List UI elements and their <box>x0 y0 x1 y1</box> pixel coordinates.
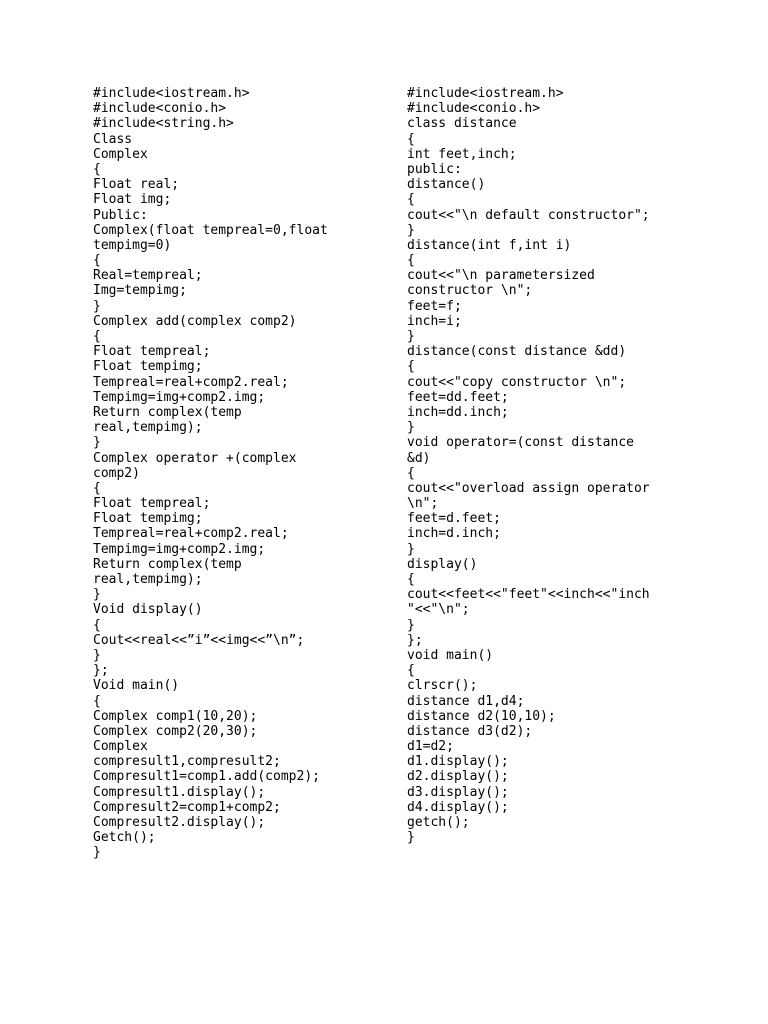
code-line: } <box>407 830 415 846</box>
code-line: #include<conio.h> <box>407 101 541 117</box>
code-line: distance d3(d2); <box>407 723 533 739</box>
code-line: distance() <box>407 177 486 193</box>
code-line: } <box>407 541 415 557</box>
code-line: cout<<"\n default constructor"; <box>407 207 650 223</box>
code-line: \n"; <box>407 496 439 512</box>
code-line: "<<"\n"; <box>407 602 470 618</box>
code-line: Float tempreal; <box>93 344 211 360</box>
code-line: constructor \n"; <box>407 283 533 299</box>
code-line: inch=d.inch; <box>407 526 501 542</box>
code-line: { <box>407 253 415 269</box>
code-line: comp2) <box>93 465 140 481</box>
code-line: { <box>93 693 101 709</box>
code-line: Complex <box>93 146 148 162</box>
code-line: real,tempimg); <box>93 572 203 587</box>
code-line: Cout<<real<<”i”<<img<<”\n”; <box>93 632 305 648</box>
code-line: feet=d.feet; <box>407 511 501 527</box>
code-line: }; <box>407 632 423 648</box>
code-line: Tempreal=real+comp2.real; <box>93 374 289 390</box>
code-line: Complex operator +(complex <box>93 450 297 466</box>
code-line: Float real; <box>93 177 180 193</box>
code-line: Compresult2=comp1+comp2; <box>93 799 281 815</box>
code-line: } <box>93 435 101 451</box>
code-line: Compresult2.display(); <box>93 815 266 830</box>
code-line: Complex <box>93 739 148 755</box>
code-line: compresult1,compresult2; <box>93 754 281 770</box>
code-line: void operator=(const distance <box>407 435 634 451</box>
code-line: feet=dd.feet; <box>407 389 509 405</box>
code-line: display() <box>407 556 478 572</box>
code-line: Float img; <box>93 192 172 208</box>
code-line: Img=tempimg; <box>93 283 187 299</box>
code-line: getch(); <box>407 815 470 830</box>
code-line: Tempimg=img+comp2.img; <box>93 389 266 405</box>
code-line: Tempimg=img+comp2.img; <box>93 541 266 557</box>
code-line: #include<iostream.h> <box>93 86 250 101</box>
code-line: cout<<"overload assign operator <box>407 480 650 496</box>
code-line: int feet,inch; <box>407 146 517 162</box>
code-line: }; <box>93 663 109 679</box>
code-line: clrscr(); <box>407 678 478 694</box>
code-line: inch=dd.inch; <box>407 404 509 420</box>
code-line: { <box>407 131 415 147</box>
code-line: public: <box>407 161 462 177</box>
code-line: distance d2(10,10); <box>407 708 556 724</box>
code-line: Getch(); <box>93 830 156 846</box>
code-line: { <box>93 617 101 633</box>
code-line: } <box>93 587 101 603</box>
code-line: } <box>407 420 415 436</box>
code-line: cout<<"\n parametersized <box>407 268 595 284</box>
complex-class-code-column <box>93 86 393 861</box>
code-line: feet=f; <box>407 298 462 314</box>
code-line: Class <box>93 131 133 147</box>
code-line: { <box>93 480 101 496</box>
code-line: { <box>407 465 415 481</box>
code-line: Complex comp2(20,30); <box>93 723 258 739</box>
code-line: d1=d2; <box>407 739 454 755</box>
code-line: #include<string.h> <box>93 116 234 132</box>
code-line: d1.display(); <box>407 754 509 770</box>
code-line: Compresult1=comp1.add(comp2); <box>93 769 320 785</box>
code-line: inch=i; <box>407 313 462 329</box>
code-line: } <box>93 845 101 861</box>
code-line: { <box>407 359 415 375</box>
code-line: distance(int f,int i) <box>407 237 572 253</box>
code-line: &d) <box>407 450 431 466</box>
code-line: Real=tempreal; <box>93 268 203 284</box>
code-line: { <box>93 329 101 344</box>
code-line: Tempreal=real+comp2.real; <box>93 526 289 542</box>
code-line: cout<<feet<<"feet"<<inch<<"inch <box>407 587 650 603</box>
code-line: Complex comp1(10,20); <box>93 708 258 724</box>
code-line: Float tempreal; <box>93 496 211 512</box>
code-line: Float tempimg; <box>93 359 203 375</box>
code-line: { <box>407 663 415 679</box>
code-line: } <box>407 329 415 344</box>
code-line: #include<iostream.h> <box>407 86 564 101</box>
code-line: Float tempimg; <box>93 511 203 527</box>
code-line: cout<<"copy constructor \n"; <box>407 374 627 390</box>
code-line: { <box>407 192 415 208</box>
code-line: void main() <box>407 647 494 663</box>
code-line: tempimg=0) <box>93 237 172 253</box>
code-line: } <box>93 298 101 314</box>
code-line: { <box>407 572 415 587</box>
code-line: Return complex(temp <box>93 556 242 572</box>
code-line: class distance <box>407 116 517 132</box>
code-line: Complex(float tempreal=0,float <box>93 222 328 238</box>
code-line: Complex add(complex comp2) <box>93 313 297 329</box>
code-line: d4.display(); <box>407 799 509 815</box>
code-line: } <box>407 617 415 633</box>
code-line: d3.display(); <box>407 784 509 800</box>
code-line: real,tempimg); <box>93 420 203 436</box>
code-line: { <box>93 253 101 269</box>
code-line: { <box>93 161 101 177</box>
code-line: distance(const distance &dd) <box>407 344 627 360</box>
code-line: Compresult1.display(); <box>93 784 266 800</box>
code-line: Void main() <box>93 678 180 694</box>
code-line: distance d1,d4; <box>407 693 525 709</box>
code-line: } <box>407 222 415 238</box>
code-line: d2.display(); <box>407 769 509 785</box>
code-line: Public: <box>93 207 148 223</box>
code-line: } <box>93 647 101 663</box>
distance-class-code-column <box>407 86 707 845</box>
code-line: #include<conio.h> <box>93 101 227 117</box>
code-line: Void display() <box>93 602 203 618</box>
code-line: Return complex(temp <box>93 404 242 420</box>
